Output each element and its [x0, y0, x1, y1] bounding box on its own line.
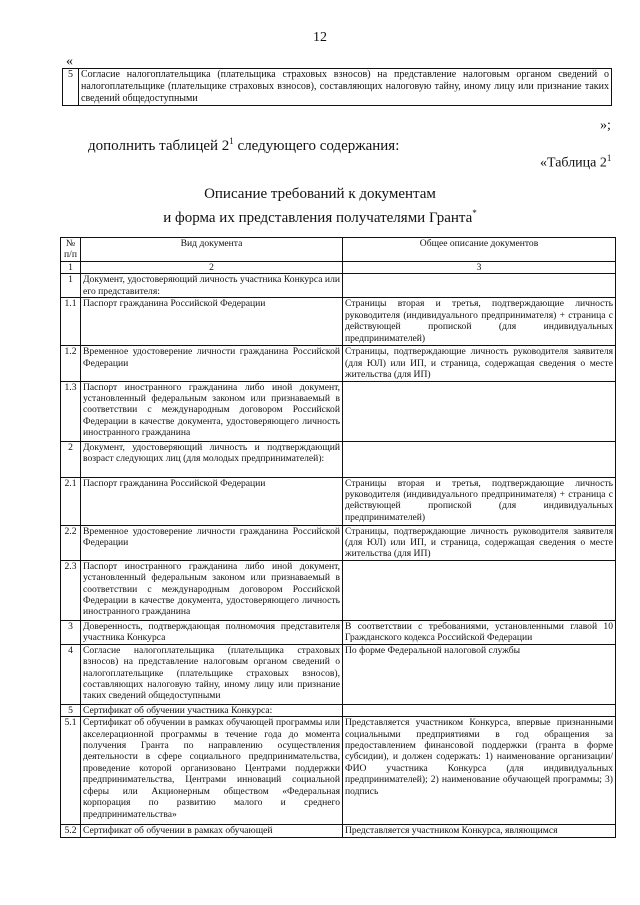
- row-number: 2.3: [61, 560, 81, 620]
- row-number: 5.2: [61, 825, 81, 837]
- doc-type: Временное удостоверение личности гражданина Российской Федерации: [81, 346, 343, 381]
- header-num: № п/п: [61, 238, 81, 262]
- doc-desc: В соответствии с требованиями, установленными главой 10 Гражданского кодекса Российской Федерации: [343, 620, 616, 644]
- table-row: [61, 346, 616, 381]
- doc-type: Документ, удостоверяющий личность и подтверждающий возраст следующих лиц (для молодых предпринимателей):: [81, 441, 343, 477]
- table-row: [61, 560, 616, 620]
- row-number: 1.1: [61, 298, 81, 346]
- doc-type: Паспорт гражданина Российской Федерации: [81, 477, 343, 525]
- row-number: 5: [63, 69, 79, 106]
- doc-type: Паспорт гражданина Российской Федерации: [81, 298, 343, 346]
- page-number: 12: [313, 30, 327, 45]
- doc-type: Документ, удостоверяющий личность участника Конкурса или его представителя:: [81, 274, 343, 298]
- amended-table-row: [62, 68, 612, 106]
- header-desc: Общее описание документов: [343, 238, 616, 262]
- table-row: [61, 704, 616, 716]
- row-number: 2.2: [61, 525, 81, 560]
- table-row: [61, 441, 616, 477]
- header-col-2: 2: [81, 262, 343, 274]
- row-number: 4: [61, 644, 81, 704]
- table-label: «Таблица $2^1$: [540, 153, 612, 171]
- doc-desc: [343, 441, 616, 477]
- row-number: 3: [61, 620, 81, 644]
- row-number: 2: [61, 441, 81, 477]
- doc-desc: Представляется участником Конкурса, являющимся: [343, 825, 616, 837]
- doc-desc: Страницы вторая и третья, подтверждающие личность руководителя (индивидуального предпринимателя) + страница с действующей пропиской (для индивидуальных предпринимателей): [343, 298, 616, 346]
- doc-desc: Страницы, подтверждающие личность руководителя заявителя (для ЮЛ) или ИП, и страница, содержащая сведения о месте жительства (для ИП): [343, 525, 616, 560]
- table-row: [61, 825, 616, 837]
- table-row: [61, 644, 616, 704]
- doc-desc: [343, 381, 616, 441]
- doc-desc: По форме Федеральной налоговой службы: [343, 644, 616, 704]
- table-row: [61, 620, 616, 644]
- doc-desc: Страницы вторая и третья, подтверждающие личность руководителя (индивидуального предпринимателя) + страница с действующей пропиской (для индивидуальных предпринимателей): [343, 477, 616, 525]
- row-number: 1.2: [61, 346, 81, 381]
- row-number: 1.3: [61, 381, 81, 441]
- table-row: [61, 298, 616, 346]
- doc-type: Паспорт иностранного гражданина либо иной документ, установленный федеральным законом или признаваемый в соответствии с международным договором Российской Федерации в качестве документа, удостоверяющего личность иностранного гражданина: [81, 381, 343, 441]
- doc-desc: [343, 560, 616, 620]
- close-quote: »;: [600, 118, 611, 133]
- header-col-3: 3: [343, 262, 616, 274]
- amendment-text: дополнить таблицей $2^1$ следующего содержания:: [88, 136, 400, 154]
- table-row: [61, 717, 616, 825]
- row-number: 2.1: [61, 477, 81, 525]
- doc-type: Сертификат об обучении в рамках обучающей: [81, 825, 343, 837]
- doc-type: Паспорт иностранного гражданина либо иной документ, установленный федеральным законом или признаваемый в соответствии с международным договором Российской Федерации в качестве документа, удостоверяющего личность иностранного гражданина: [81, 560, 343, 620]
- doc-type: Временное удостоверение личности гражданина Российской Федерации: [81, 525, 343, 560]
- header-col-1: 1: [61, 262, 81, 274]
- open-quote: «: [66, 54, 73, 69]
- table-row: [61, 381, 616, 441]
- row-number: 5.1: [61, 717, 81, 825]
- table-row: [61, 477, 616, 525]
- doc-type: Сертификат об обучении участника Конкурса:: [81, 704, 343, 716]
- doc-desc: Представляется участником Конкурса, впервые признанными социальными предприятиями в год обращения за предоставлением финансовой поддержки (гранта в форме субсидии), и должен содержать: 1) наименование организации/ФИО участника Конкурса (для индивидуальных предпринимателей); 2) наименование обучающей программы; 3) подпись: [343, 717, 616, 825]
- requirements-table: [60, 237, 616, 838]
- table-row: [61, 525, 616, 560]
- doc-type: Согласие налогоплательщика (плательщика страховых взносов) на представление налоговым органом сведений о налогоплательщике (плательщике страховых взносов), составляющих налоговую тайну, иному лицу или признание таких сведений общедоступными: [81, 644, 343, 704]
- row-number: 1: [61, 274, 81, 298]
- row-number: 5: [61, 704, 81, 716]
- table-row: [61, 274, 616, 298]
- doc-type: Доверенность, подтверждающая полномочия представителя участника Конкурса: [81, 620, 343, 644]
- table-heading: Описание требований к документам и форма их представления получателями Гранта*: [163, 186, 477, 226]
- header-doc: Вид документа: [81, 238, 343, 262]
- doc-type: Сертификат об обучении в рамках обучающей программы или акселерационной программы в течение года до момента получения Гранта по направлению осуществления деятельности в сфере социального предпринимательства, проведение которой организовано Центрами поддержки предпринимательства, Центрами инноваций социальной сферы или Акционерным обществом «Федеральная корпорация по развитию малого и среднего предпринимательства»: [81, 717, 343, 825]
- doc-desc: Страницы, подтверждающие личность руководителя заявителя (для ЮЛ) или ИП, и страница, содержащая сведения о месте жительства (для ИП): [343, 346, 616, 381]
- doc-desc: [343, 274, 616, 298]
- doc-desc: [343, 704, 616, 716]
- row-text: Согласие налогоплательщика (плательщика страховых взносов) на представление налоговым органом сведений о налогоплательщике (плательщике страховых взносов), составляющих налоговую тайну, иному лицу или признание таких сведений общедоступными: [79, 69, 612, 106]
